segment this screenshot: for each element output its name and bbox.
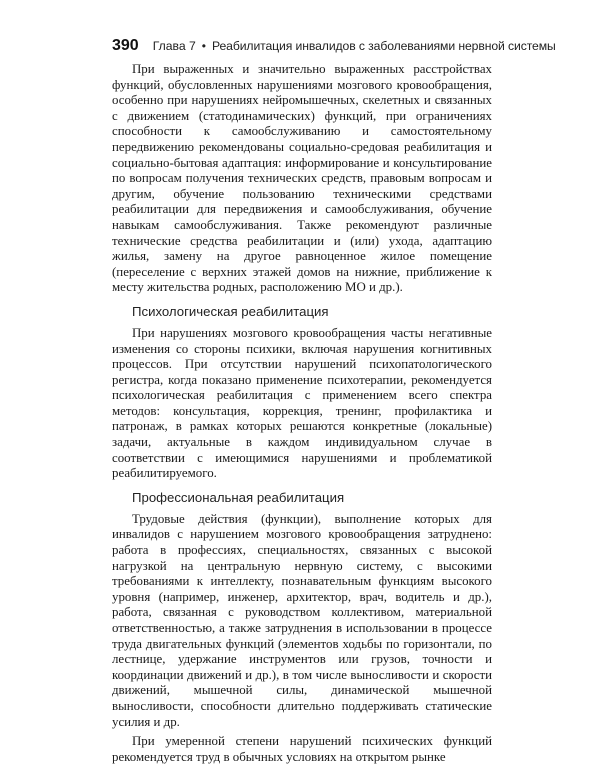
bullet-separator: • xyxy=(201,39,206,53)
paragraph-professional-rehabilitation: Трудовые действия (функции), выполнение которых для инвалидов с нарушением мозгового кровообращения затруднено: работа в профессиях, специальностях, связанных с высокой нагрузкой на центральную нервную систему, с высокими требованиями к интеллекту, познавательным функциям высокого уровня (например, инженер, архитектор, врач, водитель и др.), работа, связанная с руководством коллективом, материальной ответственностью, а также затруднения в использовании в процессе труда двигательных функций (элементов ходьбы по горизонтали, по лестнице, удержание инструментов или грузов, точности и координации движений и др.), в том числе выносливости и скорости движений, мышечной силы, динамической мышечной выносливости, способности длительно поддерживать статические усилия и др. xyxy=(112,511,492,729)
heading-psychological-rehabilitation: Психологическая реабилитация xyxy=(132,303,329,319)
heading-professional-rehabilitation: Профессиональная реабилитация xyxy=(132,489,345,505)
paragraph-social-rehabilitation: При выраженных и значительно выраженных расстройствах функций, обусловленных нарушениями мозгового кровообращения, особенно при нарушениях нейромышечных, скелетных и связанных с движением (статодинамических) функций, при ограничениях способности к самообслуживанию и самостоятельному передвижению рекомендованы социально-средовая реабилитация и социально-бытовая адаптация: информирование и консультирование по вопросам получения технических средств, правовым вопросам и другим, обучение пользованию техническими средствами реабилитации для передвижения и самообслуживания, обучение навыкам самообслуживания. Также рекомендуют различные технические средства реабилитации и (или) ухода, адаптацию жилья, замену на другое равноценное жилое помещение (переселение с верхних этажей домов на нижние, приближение к месту жительства родных, расположению МО и др.). xyxy=(112,62,492,295)
paragraph-psychological-rehabilitation: При нарушениях мозгового кровообращения часты негативные изменения со стороны психики, включая нарушения когнитивных процессов. При отсутствии нарушений психопатологического регистра, когда показано применение психотерапии, рекомендуется психологическая реабилитация с применением всего спектра методов: консультация, коррекция, тренинг, профилактика и патронаж, в рамках которых решаются конкретные (локальные) задачи, актуальные в каждом индивидуальном случае в соответствии с имеющимися нарушениями и проблематикой реабилитируемого. xyxy=(112,325,492,481)
paragraph-moderate-impairment: При умеренной степени нарушений психических функций рекомендуется труд в обычных условиях на открытом рынке xyxy=(112,734,492,764)
page-number: 390 xyxy=(112,37,139,54)
page-content xyxy=(112,62,492,765)
chapter-title: Реабилитация инвалидов с заболеваниями нервной системы xyxy=(212,39,556,53)
chapter-label: Глава 7 xyxy=(152,39,196,53)
running-head xyxy=(112,37,556,57)
